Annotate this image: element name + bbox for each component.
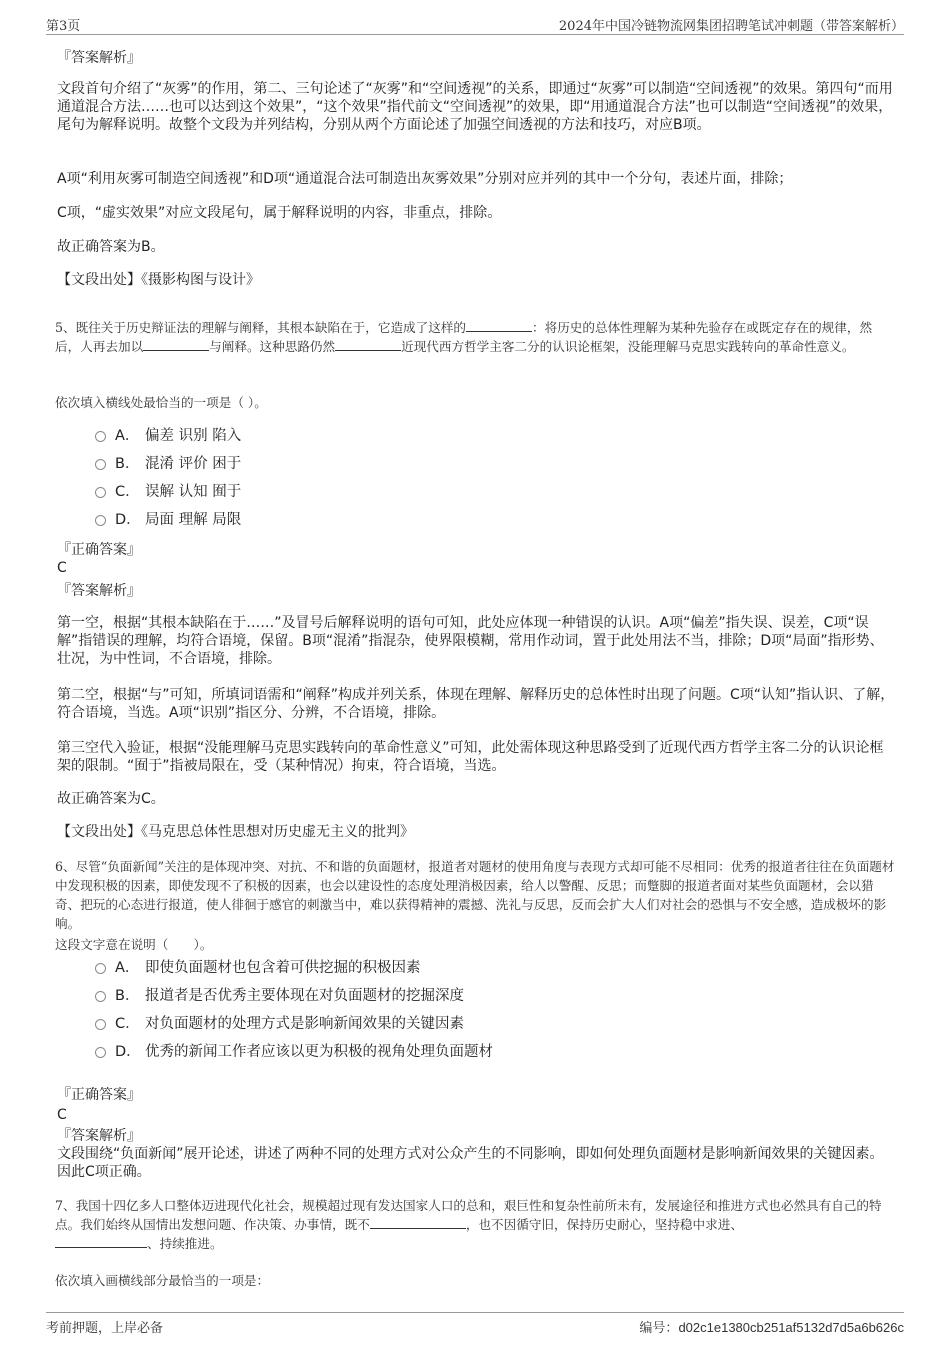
option-letter: D． [115, 1044, 141, 1060]
page-header [46, 12, 904, 35]
q5-analysis-label: 『答案解析』 [57, 583, 141, 599]
q6-stem: 6、尽管“负面新闻”关注的是体现冲突、对抗、不和谐的负面题材，报道者对题材的使用角度与表现方式却可能不尽相同：优秀的报道者往往在负面题材中发现积极的因素，即使发现不了积极的因素，也会以建设性的态度处理消极因素，给人以警醒、反思；而蹩脚的报道者面对某些负面题材，会以猎奇、把玩的心态进行报道，使人徘徊于感官的刺激当中，难以获得精神的震撼、洗礼与反思，反而会扩大人们对社会的恐惧与不安全感，造成极坏的影响。 [55, 859, 895, 931]
page-footer [46, 1312, 904, 1335]
q5-option-a[interactable] [95, 426, 241, 446]
q5-analysis-p3: 第三空代入验证，根据“没能理解马克思实践转向的革命性意义”可知，此处需体现这种思路受到了近现代西方哲学主客二分的认识论框架的限制。“囿于”指被局限在，受（某种情况）拘束，符合语境，当选。 [57, 740, 884, 774]
q5-answer-label: 『正确答案』 [57, 542, 141, 558]
q4-analysis-p1: 文段首句介绍了“灰雾”的作用，第二、三句论述了“灰雾”和“空间透视”的关系，即通过“灰雾”可以制造“空间透视”的效果。第四句“而用通道混合方法……也可以达到这个效果”，“这个效果”指代前文“空间透视”的效果，即“用通道混合方法”也可以制造“空间透视”的效果，尾句为解释说明。故整个文段为并列结构，分别从两个方面论述了加强空间透视的方法和技巧，对应B项。 [57, 81, 893, 133]
q4-analysis-p3: C项，“虚实效果”对应文段尾句，属于解释说明的内容，非重点，排除。 [57, 205, 502, 221]
q6-option-d[interactable] [95, 1042, 493, 1062]
q6-analysis-label: 『答案解析』 [57, 1128, 141, 1144]
footer-code-label: 编号： [639, 1321, 679, 1336]
q6-analysis-p1: 文段围绕“负面新闻”展开论述，讲述了两种不同的处理方式对公众产生的不同影响，即如何处理负面题材是影响新闻效果的关键因素。因此C项正确。 [57, 1146, 884, 1180]
q5-analysis-p1: 第一空，根据“其根本缺陷在于……”及冒号后解释说明的语句可知，此处应体现一种错误的认识。A项“偏差”指失误、误差，C项“误解”指错误的理解，均符合语境，保留。B项“混淆”指混杂，使界限模糊，常用作动词，置于此处用法不当，排除；D项“局面”指形势、壮况，为中性词，不合语境，排除。 [57, 615, 884, 667]
q7-prompt: 依次填入画横线部分最恰当的一项是： [55, 1273, 270, 1288]
option-letter: A． [115, 960, 140, 976]
option-text: 报道者是否优秀主要体现在对负面题材的挖掘深度 [145, 988, 464, 1004]
q4-source: 【文段出处】《摄影构图与设计》 [57, 272, 260, 288]
q5-option-b[interactable] [95, 454, 241, 474]
q7-blank-2 [55, 1234, 147, 1248]
document-title: 2024年中国冷链物流网集团招聘笔试冲刺题（带答案解析） [558, 19, 904, 34]
q5-blank-3 [335, 337, 401, 351]
q5-stem-part: 近现代西方哲学主客二分的认识论框架，没能理解马克思实践转向的革命性意义。 [401, 339, 855, 354]
q5-answer: C [57, 560, 67, 576]
radio-button[interactable] [95, 515, 106, 526]
q5-stem-part: ：将历史的总体性理解为某种先验存在或既定存在的规律，然后，人再去加以 [55, 320, 873, 354]
option-text: 即使负面题材也包含着可供挖掘的积极因素 [145, 960, 421, 976]
option-letter: B． [115, 988, 140, 1004]
option-letter: B． [115, 456, 140, 472]
q5-option-c[interactable] [95, 482, 241, 502]
q5-source: 【文段出处】《马克思总体性思想对历史虚无主义的批判》 [57, 824, 414, 840]
radio-button[interactable] [95, 487, 106, 498]
q7-stem-part: 7、我国十四亿多人口整体迈进现代化社会，规模超过现有发达国家人口的总和，艰巨性和复杂性前所未有，发展途径和推进方式也必然具有自己的特点。我们始终从国情出发想问题、作决策、办事情，既不 [55, 1198, 882, 1232]
option-letter: D． [115, 512, 141, 528]
radio-button[interactable] [95, 1047, 106, 1058]
q4-analysis-label: 『答案解析』 [57, 50, 141, 66]
q5-stem-part: 5、既往关于历史辩证法的理解与阐释，其根本缺陷在于，它造成了这样的 [55, 320, 467, 335]
option-text: 对负面题材的处理方式是影响新闻效果的关键因素 [145, 1016, 464, 1032]
q5-stem [55, 318, 895, 356]
option-letter: C． [115, 484, 140, 500]
radio-button[interactable] [95, 991, 106, 1002]
option-letter: C． [115, 1016, 140, 1032]
q7-stem-part: 、持续推进。 [147, 1236, 223, 1251]
q5-blank-1 [466, 318, 532, 332]
q5-blank-2 [143, 337, 209, 351]
page-number: 第3页 [46, 19, 81, 34]
q6-option-b[interactable] [95, 986, 464, 1006]
radio-button[interactable] [95, 459, 106, 470]
footer-code [639, 1317, 904, 1336]
option-text: 误解 认知 囿于 [145, 484, 242, 500]
option-text: 偏差 识别 陷入 [145, 428, 242, 444]
q6-prompt: 这段文字意在说明（ ）。 [55, 937, 213, 952]
footer-code-value: d02c1e1380cb251af5132d7d5a6b626c [678, 1320, 904, 1335]
q7-stem-part: ，也不因循守旧，保持历史耐心，坚持稳中求进、 [465, 1217, 743, 1232]
q6-option-a[interactable] [95, 958, 421, 978]
q4-analysis-p2: A项“利用灰雾可制造空间透视”和D项“通道混合法可制造出灰雾效果”分别对应并列的其中一个分句，表述片面，排除； [57, 171, 793, 187]
radio-button[interactable] [95, 431, 106, 442]
radio-button[interactable] [95, 1019, 106, 1030]
q5-final-answer: 故正确答案为C。 [57, 791, 165, 807]
q5-analysis-p2: 第二空，根据“与”可知，所填词语需和“阐释”构成并列关系，体现在理解、解释历史的总体性时出现了问题。C项“认知”指认识、了解，符合语境，当选。A项“识别”指区分、分辨，不合语境，排除。 [57, 687, 895, 721]
q5-option-d[interactable] [95, 510, 241, 530]
q7-stem [55, 1196, 895, 1253]
option-letter: A． [115, 428, 140, 444]
option-text: 局面 理解 局限 [145, 512, 242, 528]
q5-stem-part: 与阐释。这种思路仍然 [209, 339, 336, 354]
q4-answer: 故正确答案为B。 [57, 239, 165, 255]
option-text: 混淆 评价 困于 [145, 456, 242, 472]
option-text: 优秀的新闻工作者应该以更为积极的视角处理负面题材 [145, 1044, 493, 1060]
q5-prompt: 依次填入横线处最恰当的一项是（ ）。 [55, 395, 267, 410]
q6-answer-label: 『正确答案』 [57, 1087, 141, 1103]
q6-option-c[interactable] [95, 1014, 464, 1034]
q6-answer: C [57, 1107, 67, 1123]
q7-blank-1 [370, 1215, 466, 1229]
footer-slogan: 考前押题，上岸必备 [46, 1321, 164, 1336]
radio-button[interactable] [95, 963, 106, 974]
